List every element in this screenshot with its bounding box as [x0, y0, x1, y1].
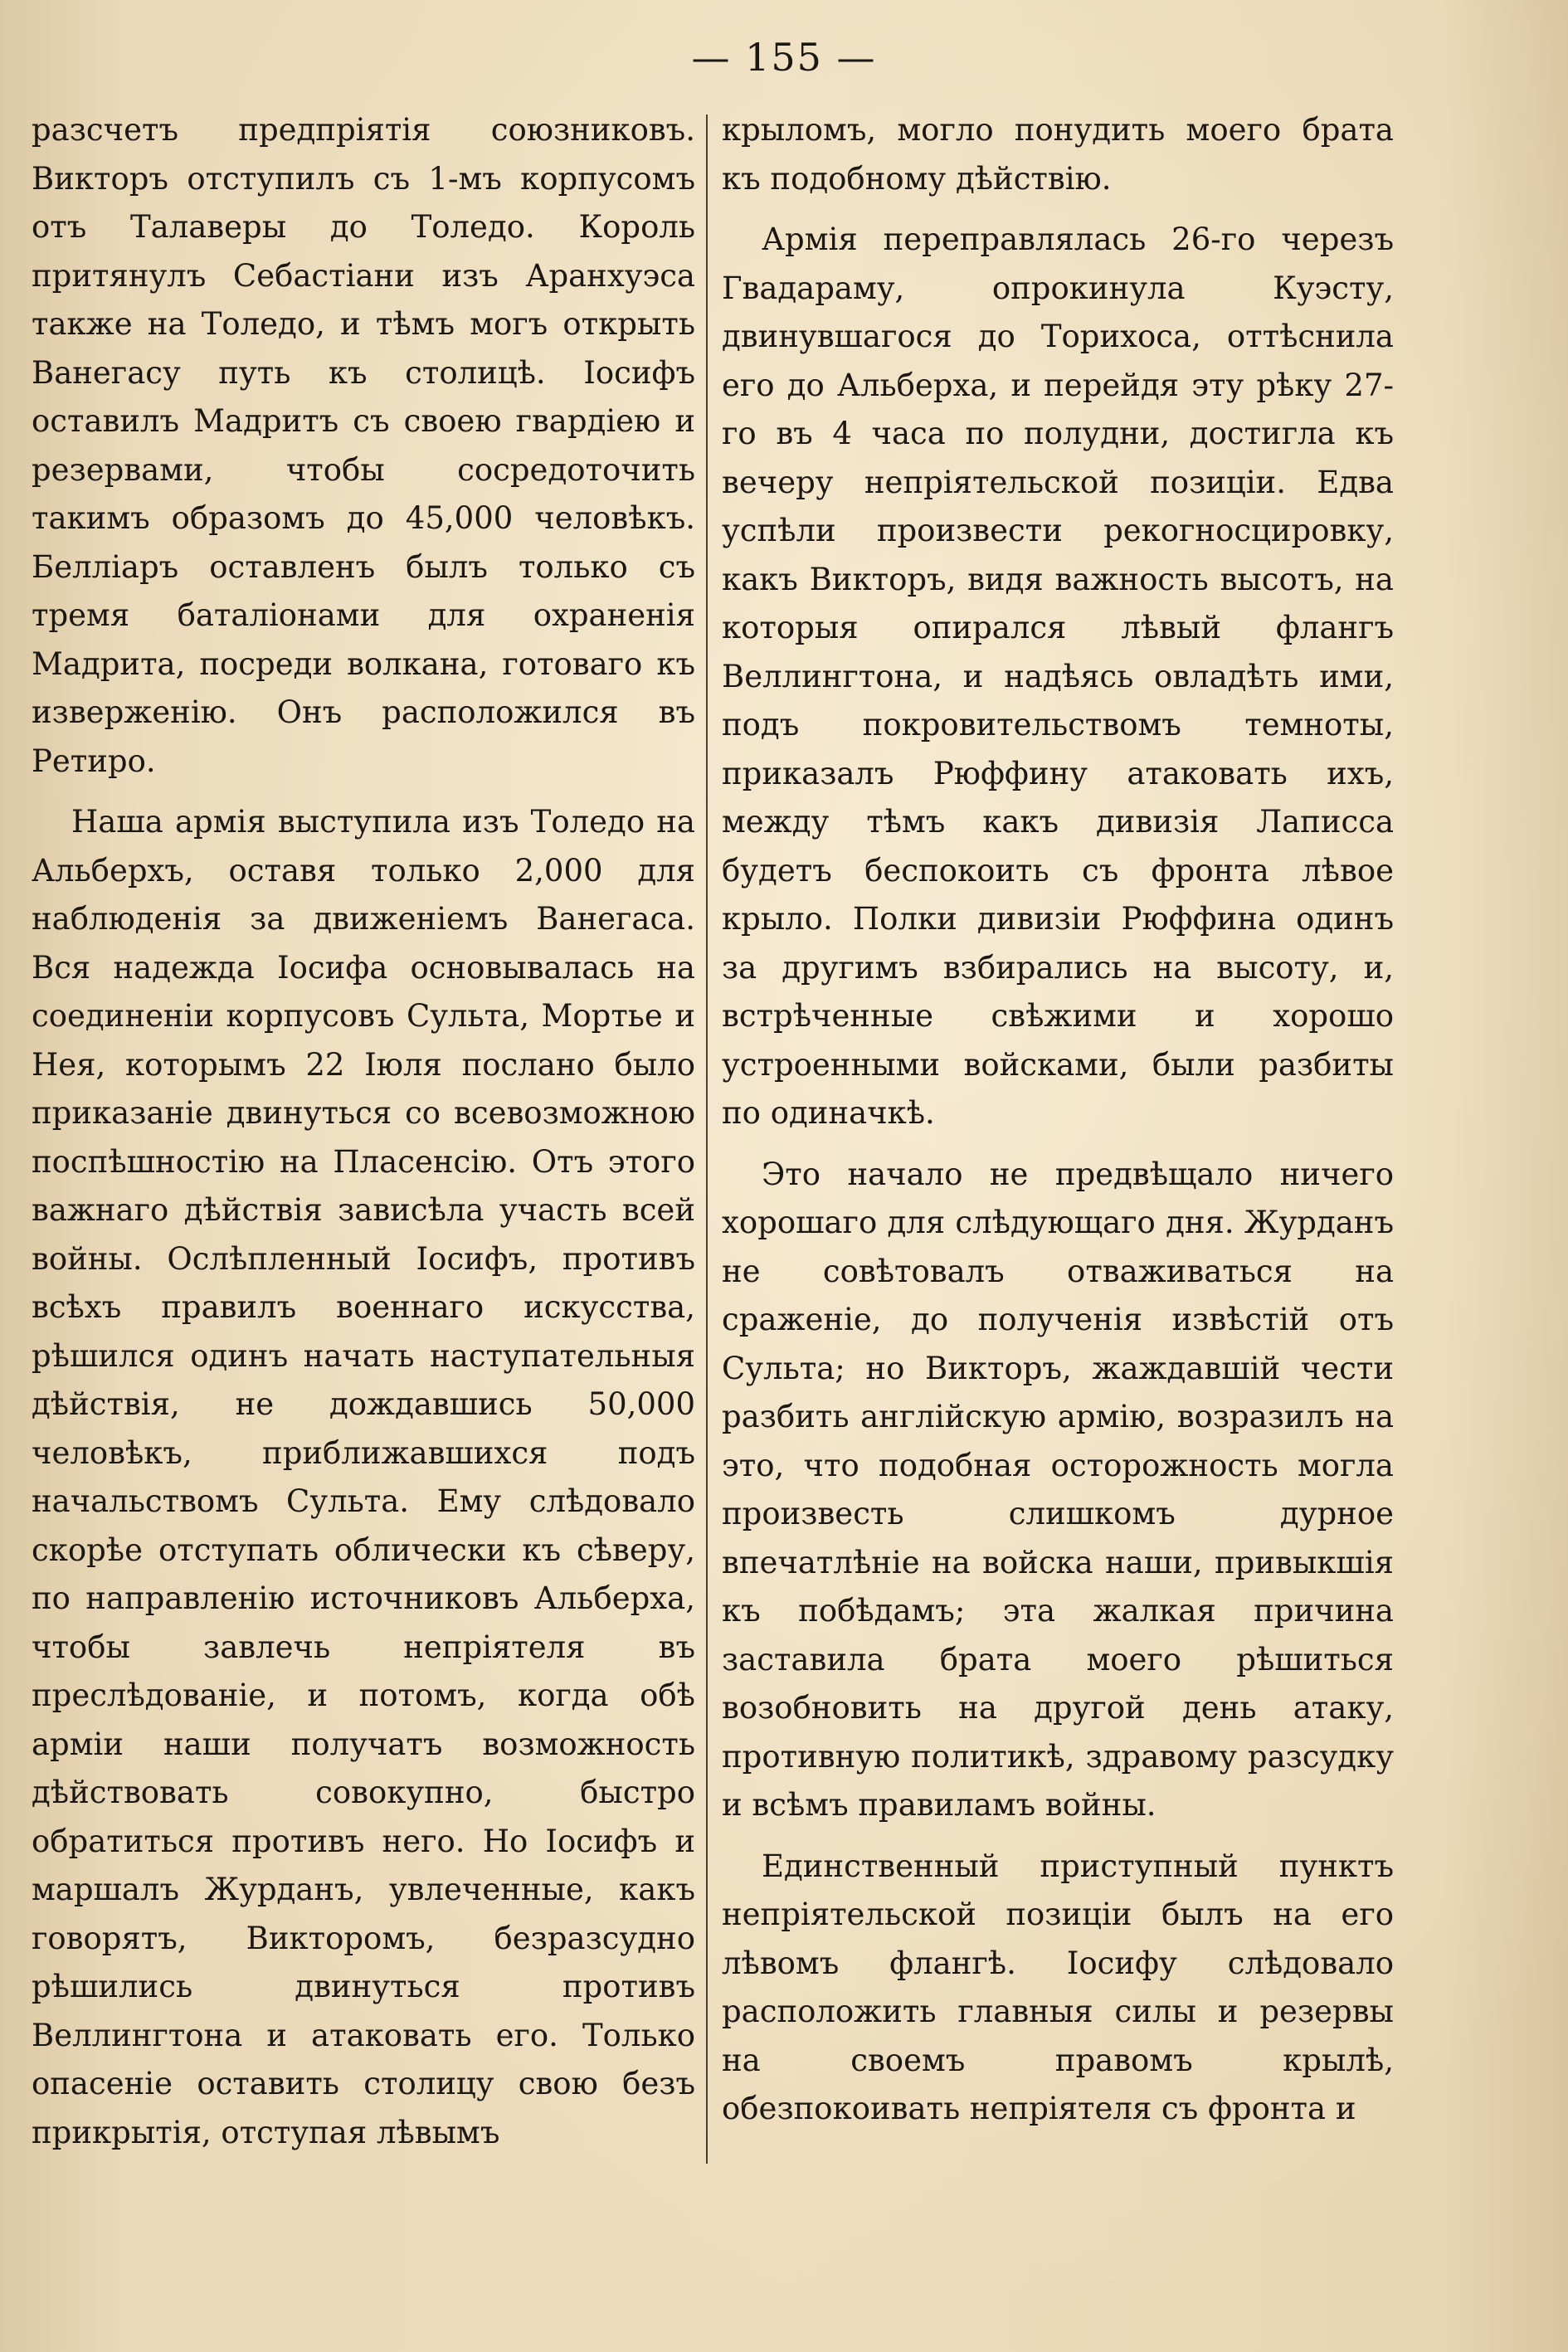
right-paragraph-4: Единственный приступный пунктъ непріятельской позиціи былъ на его лѣвомъ флангѣ. Іосифу слѣдовало расположить главныя силы и резервы на своемъ правомъ крылѣ, обезпокоивать непріятеля съ фронта и	[722, 1848, 1394, 2126]
left-paragraph-2: Наша армія выступила изъ Толедо на Альберхъ, оставя только 2,000 для наблюденія за движеніемъ Ванегаса. Вся надежда Іосифа основывалась на соединеніи корпусовъ Сульта, Мортье и Нея, которымъ 22 Іюля послано было приказаніе двинуться со всевозможною поспѣшностію на Пласенсію. Отъ этого важнаго дѣйствія зависѣла участь всей войны. Ослѣпленный Іосифъ, противъ всѣхъ правилъ военнаго искусства, рѣшился одинъ начать наступательныя дѣйствія, не дождавшись 50,000 человѣкъ, приближавшихся подъ начальствомъ Сульта. Ему слѣдовало скорѣе отступать облически къ сѣверу, по направленію источниковъ Альберха, чтобы завлечь непріятеля въ преслѣдованіе, и потомъ, когда обѣ арміи наши получатъ возможность дѣйствовать совокупно, быстро обратиться противъ него. Но Іосифъ и маршалъ Журданъ, увлеченные, какъ говорятъ, Викторомъ, безразсудно рѣшились двинуться противъ Веллингтона и атаковать его. Только опасеніе оставить столицу свою безъ прикрытія, отступая лѣвымъ	[32, 804, 695, 2150]
right-column	[722, 106, 1394, 2263]
page-number: — 155 —	[691, 35, 877, 80]
right-paragraph-2: Армія переправлялась 26-го черезъ Гвадараму, опрокинула Куэсту, двинувшагося до Торихоса, оттѣснила его до Альберха, и перейдя эту рѣку 27-го въ 4 часа по полудни, достигла къ вечеру непріятельской позиціи. Едва успѣли произвести рекогносцировку, какъ Викторъ, видя важность высотъ, на которыя опирался лѣвый флангъ Веллингтона, и надѣясь овладѣть ими, подъ покровительствомъ темноты, приказалъ Рюффину атаковать ихъ, между тѣмъ какъ дивизія Лаписса будетъ беспокоить съ фронта лѣвое крыло. Полки дивизіи Рюффина одинъ за другимъ взбирались на высоту, и, встрѣченные свѣжими и хорошо устроенными войсками, были разбиты по одиначкѣ.	[722, 222, 1394, 1131]
right-paragraph-1: крыломъ, могло понудить моего брата къ подобному дѣйствію.	[722, 112, 1394, 197]
left-paragraph-1: разсчетъ предпріятія союзниковъ. Викторъ отступилъ съ 1-мъ корпусомъ отъ Талаверы до Толедо. Король притянулъ Себастіани изъ Аранхуэса также на Толедо, и тѣмъ могъ открыть Ванегасу путь къ столицѣ. Іосифъ оставилъ Мадритъ съ своею гвардіею и резервами, чтобы сосредоточить такимъ образомъ до 45,000 человѣкъ. Белліаръ оставленъ былъ только съ тремя баталіонами для охраненія Мадрита, посреди волкана, готоваго къ изверженію. Онъ расположился въ Ретиро.	[32, 112, 695, 779]
column-divider	[706, 114, 708, 2164]
right-paragraph-3: Это начало не предвѣщало ничего хорошаго для слѣдующаго дня. Журданъ не совѣтовалъ отваживаться на сраженіе, до полученія извѣстій отъ Сульта; но Викторъ, жаждавшій чести разбить англійскую армію, возразилъ на это, что подобная осторожность могла произвесть слишкомъ дурное впечатлѣніе на войска наши, привыкшія къ побѣдамъ; эта жалкая причина заставила брата моего рѣшиться возобновить на другой день атаку, противную политикѣ, здравому разсудку и всѣмъ правиламъ войны.	[722, 1156, 1394, 1823]
left-column	[32, 106, 695, 2263]
